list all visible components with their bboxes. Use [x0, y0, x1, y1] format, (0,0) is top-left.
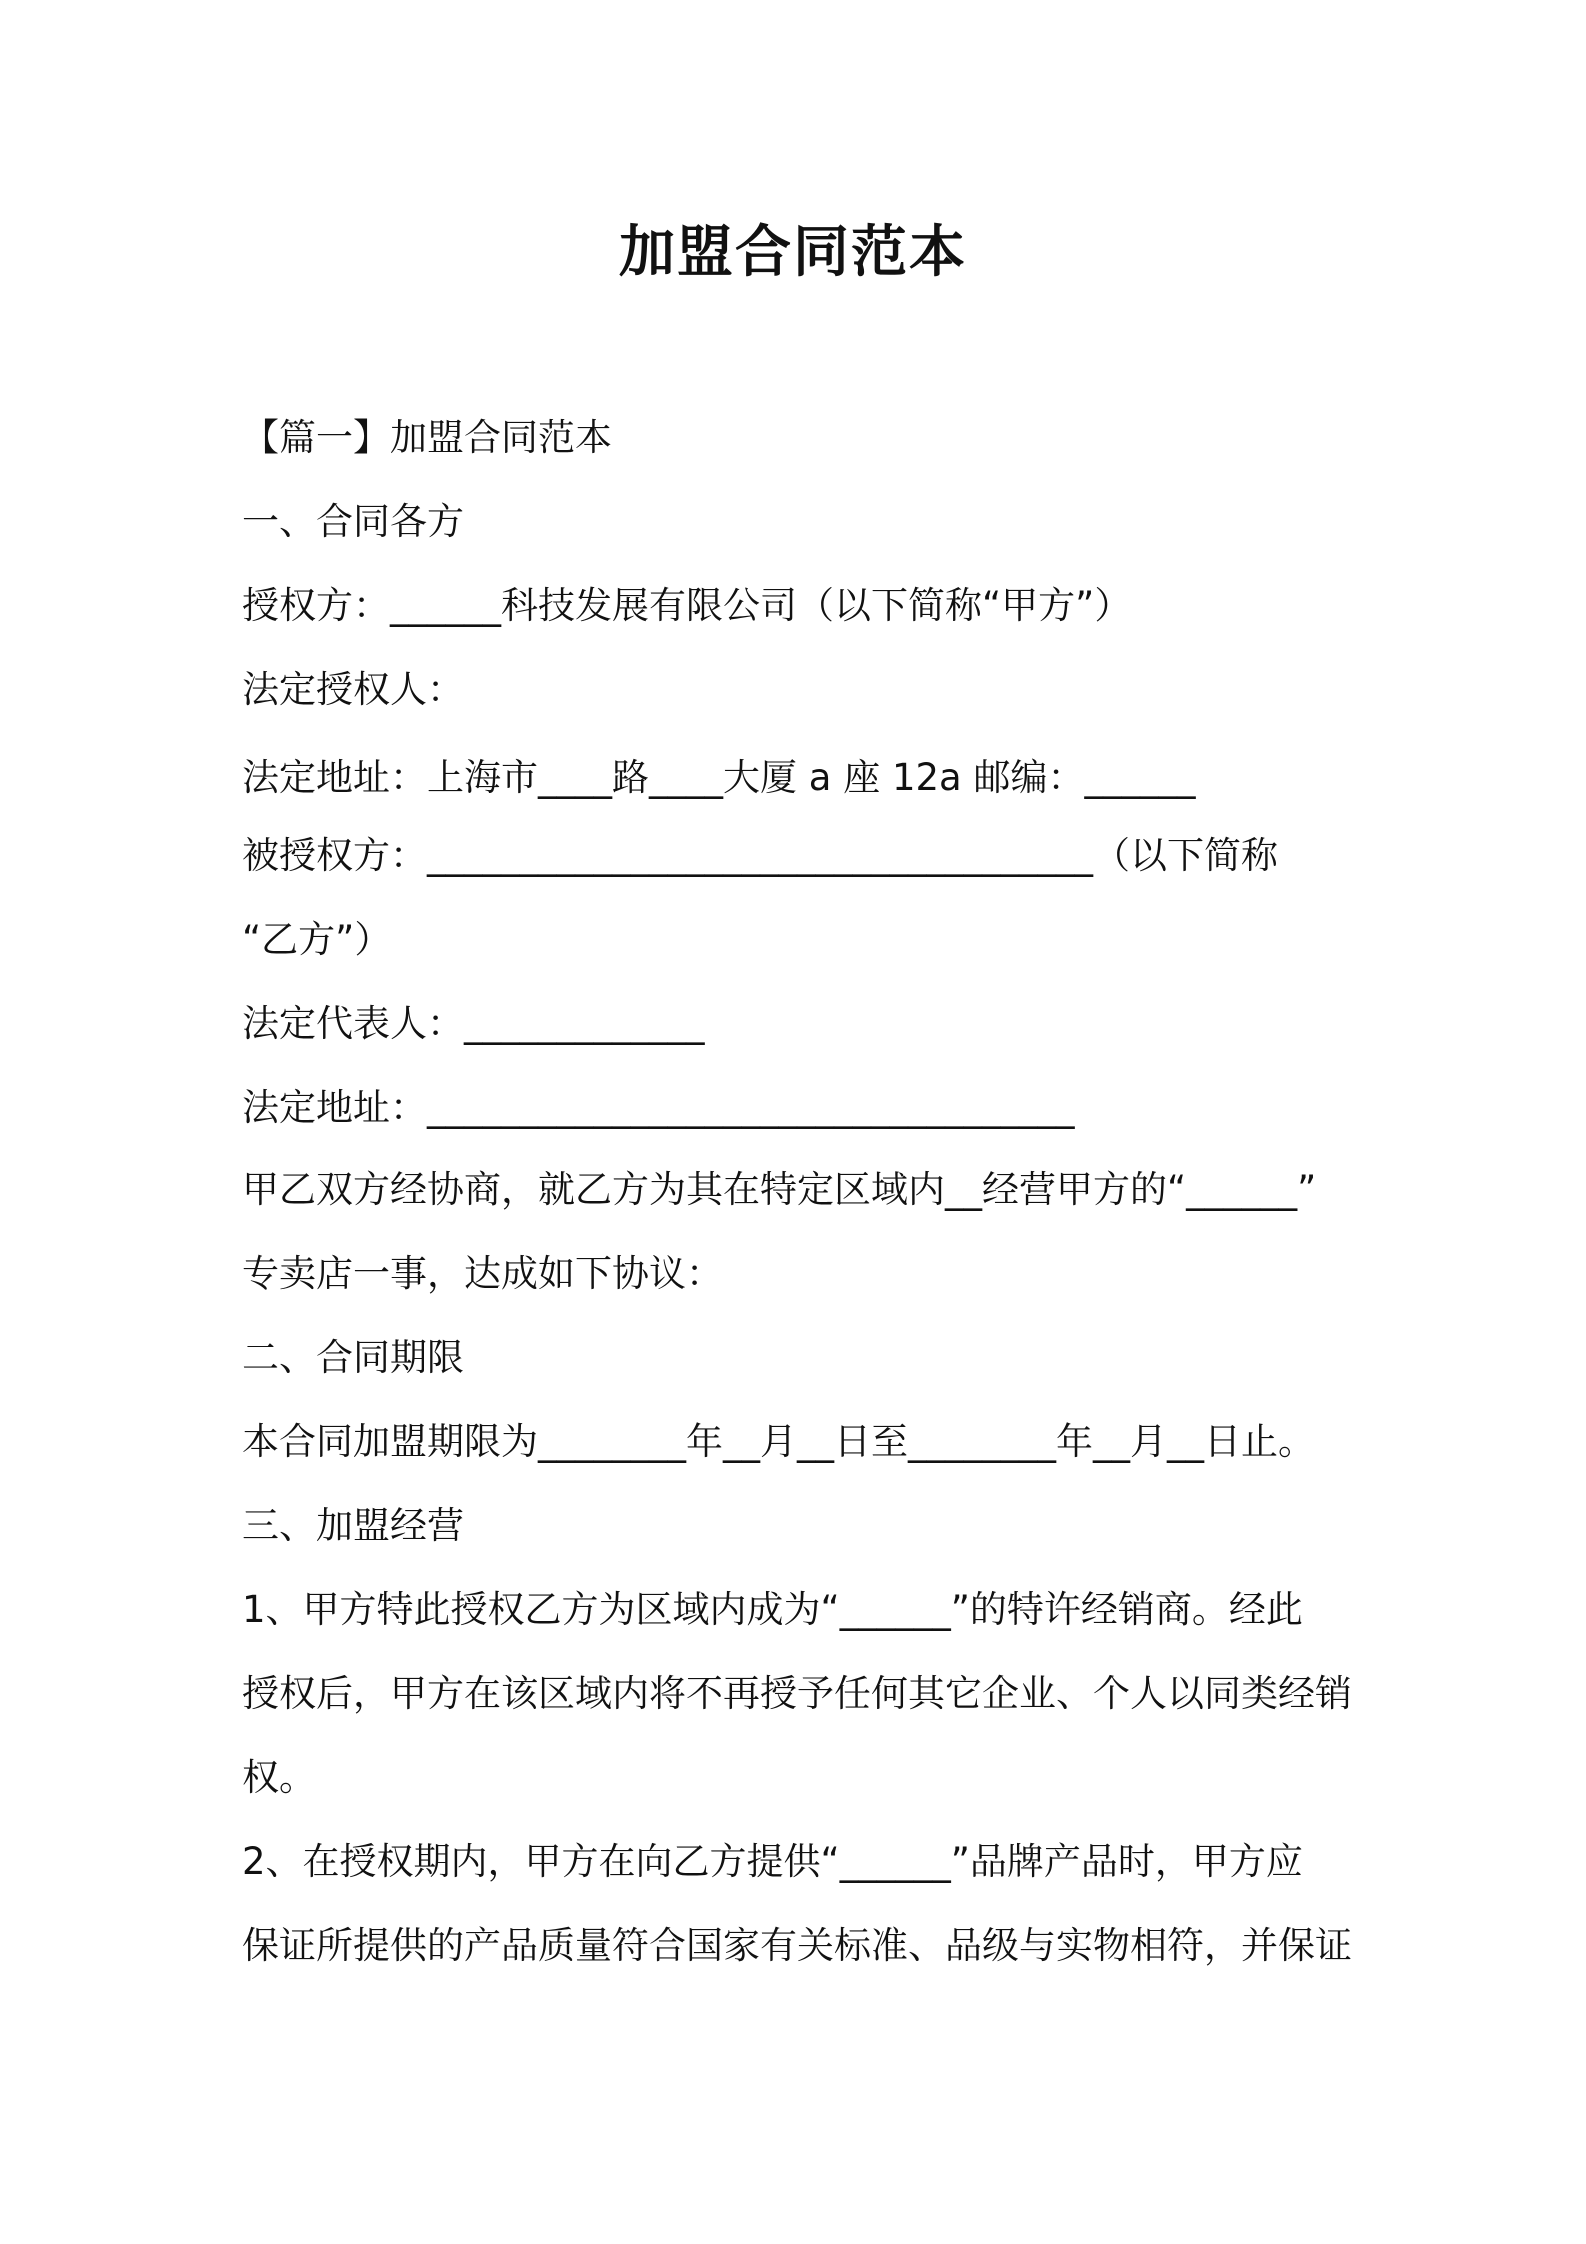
- paragraph-line: 2、在授权期内，甲方在向乙方提供“______”品牌产品时，甲方应: [242, 1840, 1303, 1883]
- paragraph-line: 授权方：______科技发展有限公司（以下简称“甲方”）: [242, 584, 1132, 627]
- paragraph-line: 法定代表人：_____________: [242, 1002, 705, 1045]
- section-heading: 三、加盟经营: [242, 1504, 464, 1547]
- paragraph-line: 本合同加盟期限为________年__月__日至________年__月__日止。: [242, 1420, 1315, 1463]
- paragraph-line: 被授权方：____________________________________（以下简称: [242, 834, 1278, 877]
- paragraph-line: 保证所提供的产品质量符合国家有关标准、品级与实物相符，并保证: [242, 1924, 1352, 1967]
- section-heading: 二、合同期限: [242, 1336, 464, 1379]
- paragraph-line: 专卖店一事，达成如下协议：: [242, 1252, 723, 1295]
- section-heading: 【篇一】加盟合同范本: [242, 416, 612, 459]
- paragraph-line: 授权后，甲方在该区域内将不再授予任何其它企业、个人以同类经销: [242, 1672, 1352, 1715]
- paragraph-line: 法定地址：___________________________________: [242, 1086, 1075, 1129]
- paragraph-line: 1、甲方特此授权乙方为区域内成为“______”的特许经销商。经此: [242, 1588, 1303, 1631]
- paragraph-line: 法定授权人：: [242, 668, 464, 711]
- paragraph-line: 权。: [242, 1756, 316, 1799]
- paragraph-line: “乙方”）: [242, 918, 392, 961]
- paragraph-line: 甲乙双方经协商，就乙方为其在特定区域内__经营甲方的“______”: [242, 1168, 1317, 1211]
- paragraph-line: 法定地址：上海市____路____大厦 a 座 12a 邮编：______: [242, 756, 1196, 799]
- document-title: 加盟合同范本: [619, 220, 967, 285]
- section-heading: 一、合同各方: [242, 500, 464, 543]
